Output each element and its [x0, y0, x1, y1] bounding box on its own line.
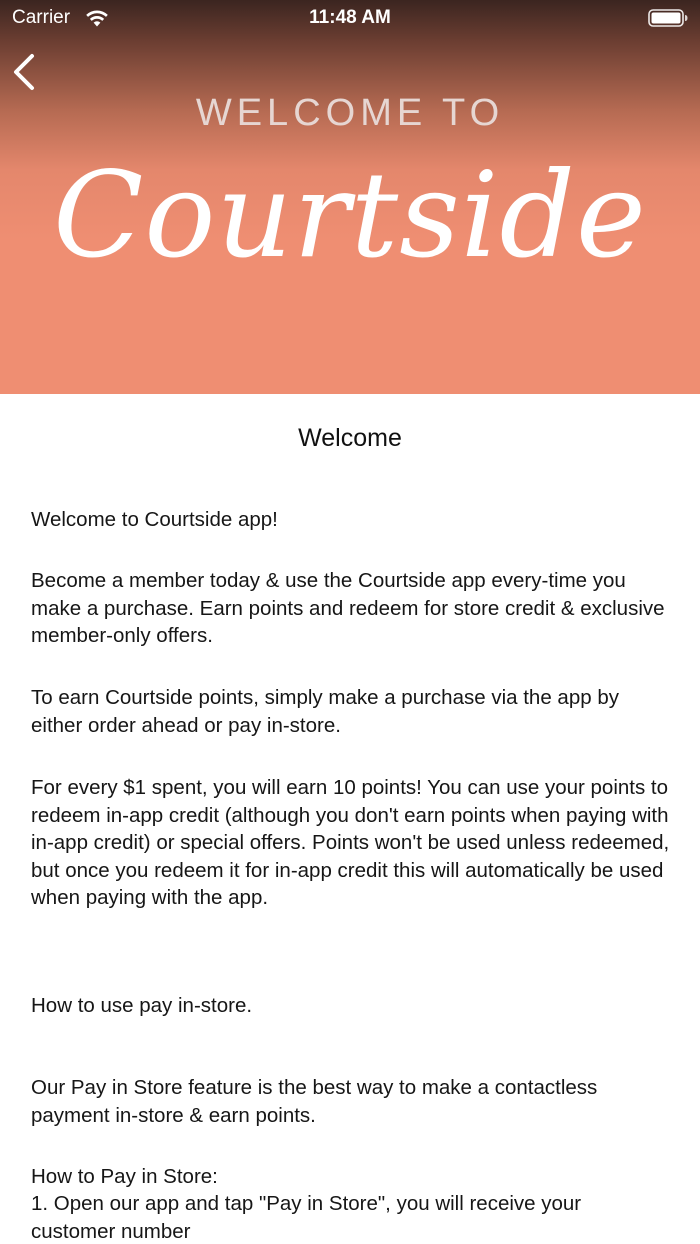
header-banner [0, 0, 700, 394]
paragraph: For every $1 spent, you will earn 10 points! You can use your points to redeem in-app credit (although you don't earn points when paying with in-app credit) or special offers. Points won't be used unless redeemed, but once you redeem it for in-app credit this will automatically be used when paying with the app. [31, 776, 670, 909]
welcome-to-heading: WELCOME TO [195, 92, 505, 134]
section-heading: How to Pay in Store: [31, 1165, 218, 1188]
status-bar [0, 0, 700, 36]
battery-icon [648, 9, 688, 27]
page-title: Welcome [298, 424, 402, 452]
paragraph: Welcome to Courtside app! [31, 508, 278, 531]
chevron-left-icon [16, 56, 32, 88]
paragraph: Our Pay in Store feature is the best way to make a contactless payment in-store & earn points. [31, 1076, 598, 1127]
paragraph: 1. Open our app and tap "Pay in Store", you will receive your customer number [31, 1192, 582, 1243]
brand-logo: Courtside [53, 146, 647, 284]
back-button[interactable] [10, 50, 44, 94]
section-heading: How to use pay in-store. [31, 994, 253, 1017]
carrier-label: Carrier [12, 7, 71, 28]
paragraph: To earn Courtside points, simply make a purchase via the app by either order ahead or pay in-store. [31, 686, 619, 737]
paragraph: Become a member today & use the Courtside app every-time you make a purchase. Earn points and redeem for store credit & exclusive member-only offers. [31, 569, 665, 647]
clock: 11:48 AM [309, 7, 391, 28]
